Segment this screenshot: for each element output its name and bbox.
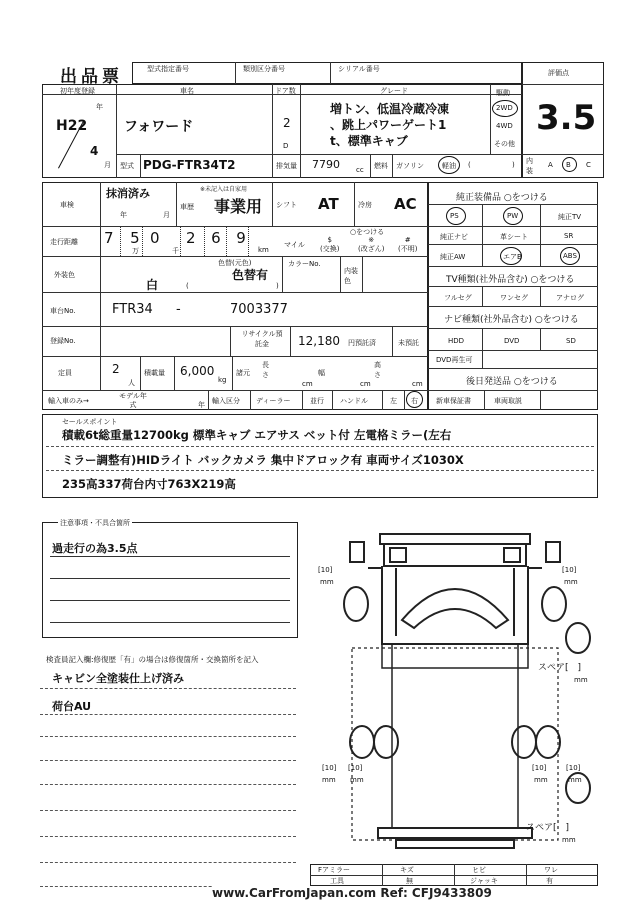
registration-label: 登録No. <box>50 337 76 345</box>
cooler-label: 冷房 <box>358 201 372 209</box>
color-value: 白 <box>146 278 159 292</box>
model-label: 型式 <box>120 162 134 170</box>
car-name: フォワード <box>124 119 194 135</box>
mileage-opt-tamper-sym: ※ <box>368 236 375 244</box>
drive-other: その他 <box>494 140 515 148</box>
first-reg-year: H22 <box>56 118 88 134</box>
shift-label: シフト <box>276 201 297 209</box>
interior-a: A <box>548 161 553 169</box>
score-value: 3.5 <box>536 98 597 138</box>
interior-color-label: 内装色 <box>344 267 358 285</box>
score-label: 評価点 <box>548 69 569 77</box>
recycle-value: 12,180 <box>298 334 340 348</box>
inspector-label: 検査員記入欄:修復歴「有」の場合は修復箇所・交換箇所を記入 <box>46 655 259 664</box>
mileage-man-unit: 万 <box>132 247 139 255</box>
sales-point-line-3: 235高337荷台内寸763X219高 <box>62 477 236 491</box>
height-label: 高さ <box>374 361 381 379</box>
displacement-label: 排気量 <box>276 162 297 170</box>
handle-right: 右 <box>411 397 418 405</box>
inspector-item-1: キャビン全塗装仕上げ済み <box>52 672 184 685</box>
doors-unit: D <box>283 142 289 150</box>
sales-point-label: セールスポイント <box>62 418 118 426</box>
capacity-unit: 人 <box>128 379 135 387</box>
serial-label: シリアル番号 <box>338 65 380 73</box>
acc-manual: 車両取説 <box>494 397 522 405</box>
mileage-label: 走行距離 <box>50 238 78 246</box>
length-label: 長さ <box>262 361 269 379</box>
repaint-label: 色替(元色) <box>218 259 252 267</box>
eq-navi: 純正ナビ <box>440 233 468 241</box>
first-reg-label: 初年度登録 <box>60 87 95 95</box>
import-parallel: 並行 <box>310 397 324 405</box>
tire-depth-fl: [10] <box>318 566 333 574</box>
handle-left: 左 <box>390 397 397 405</box>
sales-point-line-2: ミラー調整有)HIDライト バックカメラ 集中ドアロック有 車両サイズ1030X <box>62 453 464 467</box>
acc-warranty: 新車保証書 <box>436 397 471 405</box>
width-label: 幅 <box>318 369 325 377</box>
eq-airbag: エアB <box>503 253 522 261</box>
tv-oneseg: ワンセグ <box>500 294 528 302</box>
recycle-label: リサイクル預託金 <box>241 330 283 348</box>
shaken-year-unit: 年 <box>120 211 127 219</box>
truck-diagram <box>310 528 600 858</box>
mileage-digit-1: 7 <box>104 229 115 247</box>
reki-value: 事業用 <box>214 197 263 216</box>
tv-analog: アナログ <box>556 294 584 302</box>
model-year-label: モデル年式 <box>119 392 147 409</box>
mileage-digit-4: 2 <box>186 229 196 247</box>
note-1: 過走行の為3.5点 <box>52 542 138 555</box>
tv-title: TV種類(社外品含む) ○をつける <box>446 275 575 285</box>
import-type-label: 輸入区分 <box>212 397 240 405</box>
tire-depth-rl1: [10] <box>322 764 337 772</box>
dvd-label: DVD再生可 <box>436 356 473 364</box>
ruibetsu-label: 類別区分番号 <box>243 65 285 73</box>
dims-label: 諸元 <box>236 369 250 377</box>
month-unit: 月 <box>104 161 111 169</box>
load-label: 積載量 <box>144 369 165 377</box>
spare-label-2: スペア[ ] <box>526 823 570 833</box>
mileage-opt-tamper: (改ざん) <box>358 245 385 253</box>
mileage-digit-5: 6 <box>211 229 221 247</box>
grade-line-2: 、跳上パワーゲート1 <box>330 118 447 132</box>
model-value: PDG-FTR34T2 <box>143 158 236 172</box>
load-value: 6,000 <box>180 364 215 378</box>
navi-title: ナビ種類(社外品含む) ○をつける <box>444 315 579 325</box>
color-no-label: カラーNo. <box>288 260 321 268</box>
tire-depth-fr: [10] <box>562 566 577 574</box>
equip-title: 純正装備品 ○をつける <box>456 193 548 203</box>
mileage-mark-label: ○をつける <box>350 228 385 236</box>
used-history-note: ※未記入は自家用 <box>200 186 248 193</box>
year-unit: 年 <box>96 103 103 111</box>
capacity-value: 2 <box>112 362 120 376</box>
mileage-km-unit: km <box>258 246 269 254</box>
eq-abs: ABS <box>563 252 577 260</box>
handle-label: ハンドル <box>340 397 368 405</box>
capacity-label: 定員 <box>58 369 72 377</box>
eq-tv: 純正TV <box>558 213 582 221</box>
grade-line-3: t、標準キャブ <box>330 134 408 148</box>
fuel-diesel: 軽油 <box>442 162 456 170</box>
shaken-value: 抹消済み <box>106 187 150 200</box>
drive-label: 駆動 <box>496 89 510 97</box>
mileage-opt-unknown-sym: # <box>404 236 411 244</box>
car-name-label: 車名 <box>180 87 194 95</box>
mileage-opt-exchange-sym: $ <box>327 236 332 244</box>
mileage-sen-unit: 千 <box>172 247 179 255</box>
grade-line-1: 増トン、低温冷蔵冷凍 <box>330 102 450 116</box>
import-dealer: ディーラー <box>256 397 291 405</box>
id-number-row <box>132 62 522 84</box>
displacement-value: 7790 <box>312 158 340 171</box>
navi-dvd: DVD <box>504 337 520 345</box>
recycle-none: 未預託 <box>398 339 419 347</box>
sales-point-line-1: 積載6t総重量12700kg 標準キャブ エアサス ベット付 左電格ミラー(左右 <box>62 428 452 442</box>
mileage-digit-2: 5 <box>130 229 141 247</box>
tv-fullseg: フルセグ <box>444 294 472 302</box>
eq-ps: PS <box>450 212 459 220</box>
drive-4wd: 4WD <box>496 122 513 130</box>
chassis-label: 車台No. <box>50 307 76 315</box>
mileage-digit-6: 9 <box>236 229 246 247</box>
eq-leather: 革シート <box>500 233 528 241</box>
mileage-digit-3: 0 <box>150 229 160 247</box>
watermark-footer: www.CarFromJapan.com Ref: CFJ9433809 <box>212 886 492 900</box>
mileage-opt-unknown: (不明) <box>398 245 418 253</box>
import-label: 輸入車のみ→ <box>48 397 89 405</box>
chassis-value-1: FTR34 <box>112 302 153 317</box>
repaint-value: 色替有 <box>232 268 269 282</box>
chassis-value-2: 7003377 <box>230 302 288 317</box>
katashiki-label: 型式指定番号 <box>147 65 189 73</box>
color-label: 外装色 <box>54 271 75 279</box>
interior-label: 内装 <box>526 157 533 175</box>
cooler-value: AC <box>394 195 417 213</box>
tire-depth-rr1: [10] <box>532 764 547 772</box>
eq-pw: PW <box>507 212 519 220</box>
notes-label: 注意事項・不具合箇所 <box>60 519 130 527</box>
shaken-label: 車検 <box>60 201 74 209</box>
load-unit: kg <box>218 376 227 384</box>
spare-label-1: スペア[ ] <box>538 663 582 673</box>
grade-label: グレード <box>380 87 408 95</box>
navi-hdd: HDD <box>448 337 465 345</box>
interior-c: C <box>586 161 591 169</box>
sheet-title: 出品票 <box>60 67 123 87</box>
inspector-item-2: 荷台AU <box>52 700 92 713</box>
accessory-title: 後日発送品 ○をつける <box>466 377 558 387</box>
fuel-label: 燃料 <box>374 162 388 170</box>
interior-b: B <box>566 161 571 169</box>
mile-label: マイル <box>284 241 305 249</box>
first-reg-month: 4 <box>90 144 99 158</box>
eq-sr: SR <box>564 232 574 240</box>
doors-value: 2 <box>283 116 291 130</box>
drive-2wd: 2WD <box>496 104 513 112</box>
tire-depth-rl2: [10] <box>348 764 363 772</box>
recycle-unit: 円預託済 <box>348 339 376 347</box>
shaken-month-unit: 月 <box>163 211 170 219</box>
reki-label: 車歴 <box>180 203 194 211</box>
tire-depth-rr2: [10] <box>566 764 581 772</box>
eq-aw: 純正AW <box>440 253 466 261</box>
fuel-gas: ガソリン <box>396 162 424 170</box>
navi-sd: SD <box>566 337 576 345</box>
mileage-opt-exchange: (交換) <box>320 245 340 253</box>
shift-value: AT <box>318 195 339 213</box>
doors-label: ドア数 <box>275 87 296 95</box>
displacement-unit: cc <box>356 166 364 174</box>
